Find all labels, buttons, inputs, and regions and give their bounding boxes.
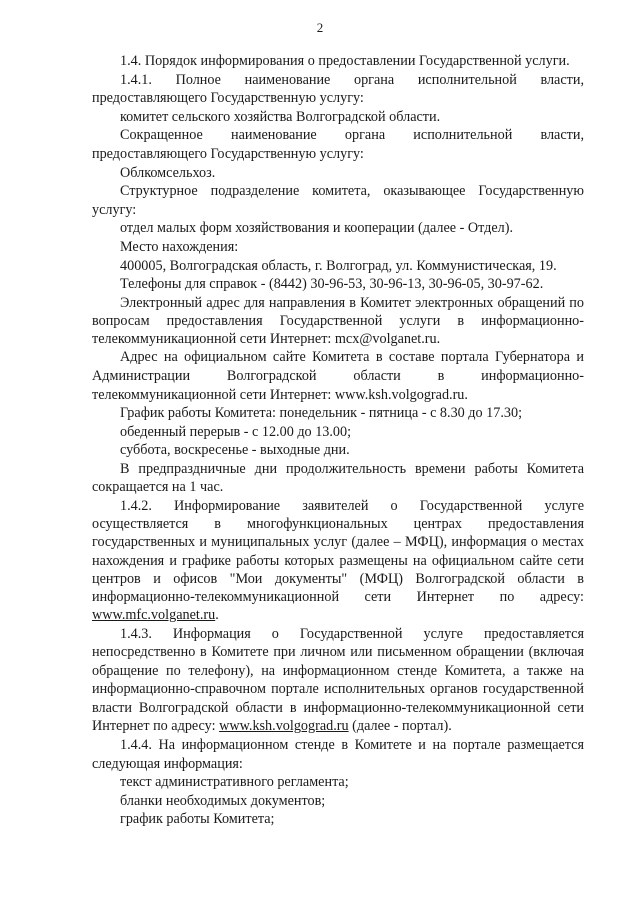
paragraph-email: Электронный адрес для направления в Комитет электронных обращений по вопросам предоставления Государственной услуги в информационно-телекоммуникационной сети Интернет: mcx@volganet.ru. bbox=[92, 294, 584, 348]
ksh-link[interactable]: www.ksh.volgograd.ru bbox=[219, 718, 349, 735]
paragraph-location-label: Место нахождения: bbox=[120, 238, 239, 255]
paragraph-1-4-3-end: (далее - портал). bbox=[348, 718, 452, 735]
paragraph-1-4-2-end: . bbox=[215, 607, 219, 624]
paragraph-website: Адрес на официальном сайте Комитета в составе портала Губернатора и Администрации Волгоградской области в информационно-телекоммуникационной сети Интернет: www.ksh.volgograd.ru. bbox=[92, 349, 584, 403]
paragraph-phones: Телефоны для справок - (8442) 30-96-53, 30-96-13, 30-96-05, 30-97-62. bbox=[120, 276, 544, 293]
list-item-schedule: график работы Комитета; bbox=[120, 811, 275, 828]
paragraph-subdivision-label: Структурное подразделение комитета, оказывающее Государственную услугу: bbox=[92, 183, 584, 218]
paragraph-schedule: График работы Комитета: понедельник - пятница - с 8.30 до 17.30; bbox=[120, 405, 523, 422]
paragraph-1-4-3-text: 1.4.3. Информация о Государственной услуге предоставляется непосредственно в Комитете при личном или письменном обращении (включая обращение по телефону), на информационном стенде Комитета, а также на информационно-справочном портале исполнительных органов государственной власти Волгоградской области в информационно-телекоммуникационной сети Интернет по адресу: bbox=[92, 625, 584, 735]
list-item-regulation: текст административного регламента; bbox=[120, 774, 349, 791]
document-body bbox=[92, 52, 584, 829]
paragraph-1-4-2 bbox=[92, 497, 584, 624]
paragraph-subdivision: отдел малых форм хозяйствования и кооперации (далее - Отдел). bbox=[120, 220, 514, 237]
paragraph-1-4-3 bbox=[92, 625, 584, 737]
paragraph-address: 400005, Волгоградская область, г. Волгоград, ул. Коммунистическая, 19. bbox=[120, 257, 557, 274]
paragraph-1-4-4: 1.4.4. На информационном стенде в Комитете и на портале размещается следующая информация: bbox=[92, 737, 584, 772]
paragraph-1-4-2-text: 1.4.2. Информирование заявителей о Государственной услуге осуществляется в многофункциональных центрах предоставления государственных и муниципальных услуг (далее – МФЦ), информация о местах нахождения и графике работы которых размещены на официальном сайте сети центров и офисов "Мои документы" (МФЦ) Волгоградской области в информационно-телекоммуникационной сети Интернет по адресу: bbox=[92, 498, 584, 606]
paragraph-full-name: комитет сельского хозяйства Волгоградской области. bbox=[120, 108, 441, 125]
paragraph-short-name-label: Сокращенное наименование органа исполнительной власти, предоставляющего Государственную услугу: bbox=[92, 127, 584, 162]
paragraph-short-name: Облкомсельхоз. bbox=[120, 164, 216, 181]
list-item-forms: бланки необходимых документов; bbox=[120, 792, 326, 809]
paragraph-weekend: суббота, воскресенье - выходные дни. bbox=[120, 442, 350, 459]
paragraph-1-4-1: 1.4.1. Полное наименование органа исполнительной власти, предоставляющего Государственную услугу: bbox=[92, 71, 584, 107]
paragraph-1-4: 1.4. Порядок информирования о предоставлении Государственной услуги. bbox=[120, 53, 570, 69]
mfc-link[interactable]: www.mfc.volganet.ru bbox=[92, 607, 216, 624]
paragraph-holiday: В предпраздничные дни продолжительность времени работы Комитета сокращается на 1 час. bbox=[92, 460, 584, 496]
paragraph-lunch: обеденный перерыв - с 12.00 до 13.00; bbox=[120, 423, 352, 440]
page-number: 2 bbox=[316, 20, 324, 35]
